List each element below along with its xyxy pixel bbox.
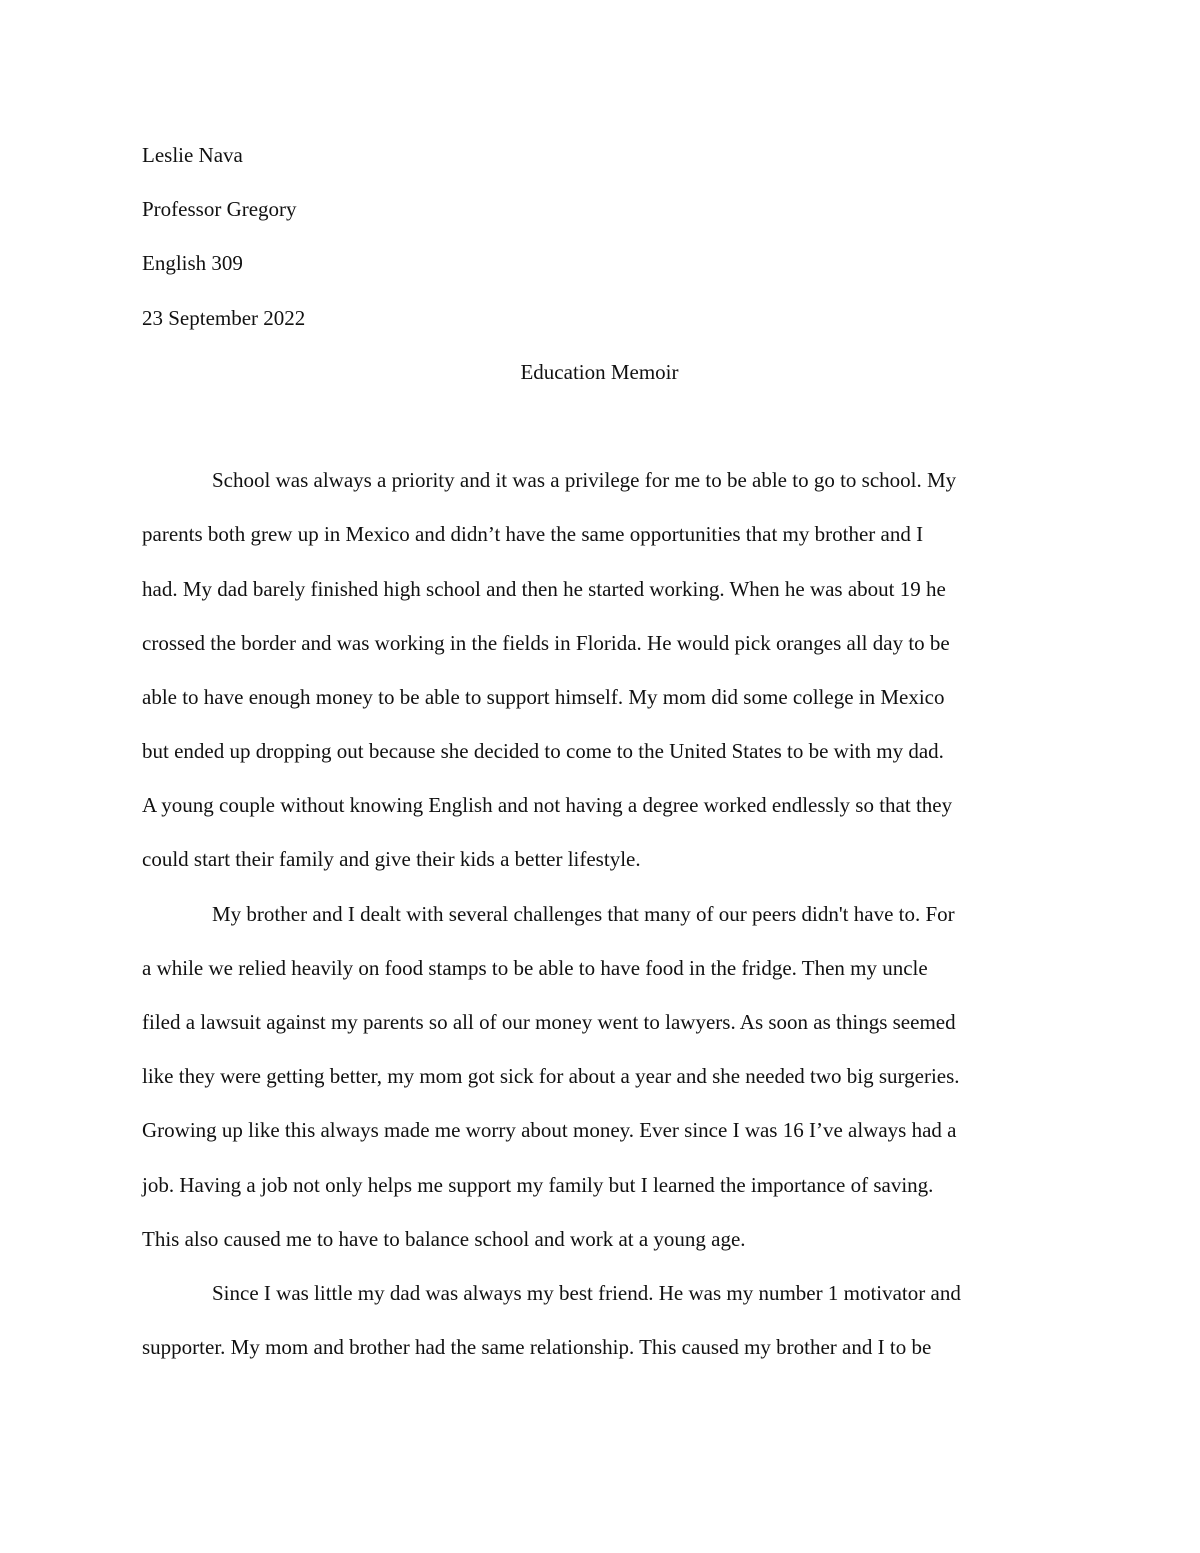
paragraph-1-line-8: could start their family and give their kids a better lifestyle. [142,847,641,872]
essay-text [142,128,1057,1374]
paragraph-1-line-2: parents both grew up in Mexico and didn’t have the same opportunities that my brother and I [142,522,924,547]
author-name: Leslie Nava [142,143,243,167]
paragraph-2-line-6: job. Having a job not only helps me support my family but I learned the importance of saving. [142,1172,934,1197]
paragraph-2-line-2: a while we relied heavily on food stamps to be able to have food in the fridge. Then my uncle [142,955,928,980]
paragraph-1-line-7: A young couple without knowing English and not having a degree worked endlessly so that they [142,793,953,818]
essay-date: 23 September 2022 [142,305,306,330]
paragraph-1-line-3: had. My dad barely finished high school and then he started working. When he was about 19 he [142,576,946,601]
blank-line [142,399,1057,453]
paragraph-1-line-4: crossed the border and was working in the fields in Florida. He would pick oranges all day to be [142,630,950,655]
professor-name: Professor Gregory [142,197,297,222]
course-name: English 309 [142,251,243,276]
paragraph-1-line-1: School was always a priority and it was a privilege for me to be able to go to school. My [212,468,957,493]
paragraph-2-line-3: filed a lawsuit against my parents so all of our money went to lawyers. As soon as things seemed [142,1010,956,1034]
paragraph-1-line-5: able to have enough money to be able to support himself. My mom did some college in Mexico [142,684,945,709]
paragraph-3-line-2: supporter. My mom and brother had the same relationship. This caused my brother and I to be [142,1335,932,1360]
paragraph-2-line-5: Growing up like this always made me worry about money. Ever since I was 16 I’ve always had a [142,1118,957,1143]
paragraph-2-line-1: My brother and I dealt with several challenges that many of our peers didn't have to. For [212,901,955,926]
paragraph-3-line-1: Since I was little my dad was always my best friend. He was my number 1 motivator and [212,1280,961,1305]
essay-title: Education Memoir [520,359,679,384]
paragraph-1-line-6: but ended up dropping out because she decided to come to the United States to be with my dad. [142,739,944,764]
paragraph-2-line-4: like they were getting better, my mom got sick for about a year and she needed two big surgeries. [142,1064,960,1089]
paragraph-2-line-7: This also caused me to have to balance school and work at a young age. [142,1226,746,1251]
